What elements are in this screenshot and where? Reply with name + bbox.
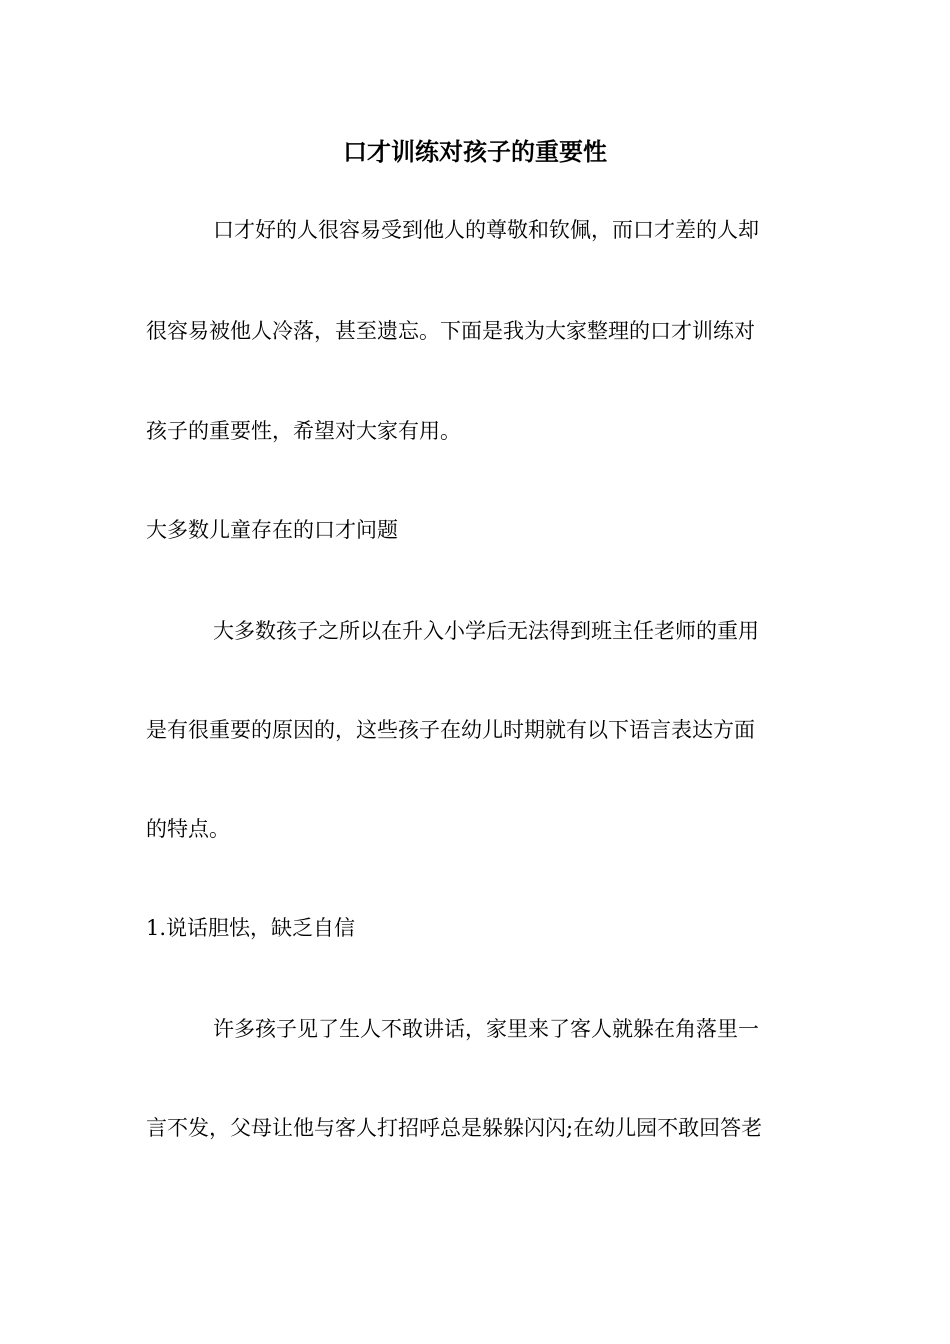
section-heading: 大多数儿童存在的口才问题: [146, 518, 398, 542]
paragraph-line: 大多数孩子之所以在升入小学后无法得到班主任老师的重用: [213, 619, 759, 643]
paragraph-line: 孩子的重要性，希望对大家有用。: [146, 419, 461, 443]
list-item-heading: 1.说话胆怯，缺乏自信: [146, 916, 356, 940]
paragraph-line: 许多孩子见了生人不敢讲话，家里来了客人就躲在角落里一: [213, 1017, 759, 1041]
paragraph-line: 口才好的人很容易受到他人的尊敬和钦佩，而口才差的人却: [213, 218, 759, 242]
paragraph-line: 是有很重要的原因的，这些孩子在幼儿时期就有以下语言表达方面: [146, 718, 755, 742]
paragraph-line: 很容易被他人冷落，甚至遗忘。下面是我为大家整理的口才训练对: [146, 319, 755, 343]
document-title: 口才训练对孩子的重要性: [343, 137, 607, 166]
paragraph-line: 言不发，父母让他与客人打招呼总是躲躲闪闪;在幼儿园不敢回答老: [146, 1116, 763, 1140]
paragraph-line: 的特点。: [146, 817, 230, 841]
